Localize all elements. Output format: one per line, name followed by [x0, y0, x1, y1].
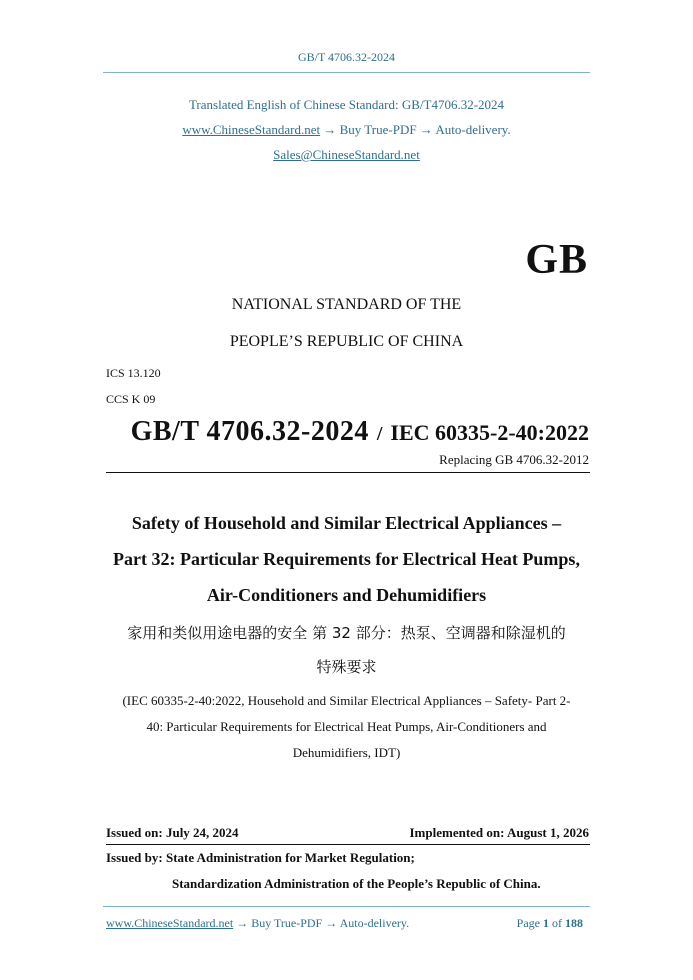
title-cn-line2: 特殊要求 [316, 658, 377, 676]
page-current: 1 [543, 916, 549, 930]
title-rule [106, 472, 590, 473]
replacing-note: Replacing GB 4706.32-2012 [439, 452, 589, 467]
number-separator: / [376, 423, 383, 445]
footer-links [106, 916, 409, 931]
title-en-line3: Air-Conditioners and Dehumidifiers [206, 585, 487, 605]
issuer-line2: Standardization Administration of the People’s Republic of China. [172, 876, 541, 891]
national-standard-line1: NATIONAL STANDARD OF THE [231, 296, 462, 313]
iec-equivalence-line1: (IEC 60335-2-40:2022, Household and Similar Electrical Appliances – Safety- Part 2- [122, 693, 571, 708]
arrow-right-icon: → [325, 916, 338, 930]
auto-delivery-text: Auto-delivery. [435, 122, 511, 137]
email-line [0, 147, 693, 163]
iec-number: IEC 60335-2-40:2022 [390, 420, 589, 445]
ics-code: ICS 13.120 [106, 366, 161, 380]
arrow-right-icon: → [236, 916, 249, 930]
translation-notice: Translated English of Chinese Standard: GB/T4706.32-2024 [188, 97, 505, 112]
standard-number [131, 416, 589, 448]
national-standard-line2: PEOPLE’S REPUBLIC OF CHINA [229, 333, 464, 350]
dates-rule [106, 844, 590, 845]
footer-site-link[interactable]: www.ChineseStandard.net [106, 916, 234, 930]
page-label: Page [516, 916, 540, 930]
site-link[interactable]: www.ChineseStandard.net [182, 122, 321, 137]
gb-number: GB/T 4706.32-2024 [130, 416, 369, 447]
arrow-right-icon: → [419, 122, 433, 137]
page-of: of [552, 916, 562, 930]
page-indicator [517, 916, 583, 931]
iec-equivalence-line3: Dehumidifiers, IDT) [292, 745, 401, 760]
issued-date: Issued on: July 24, 2024 [106, 825, 239, 840]
running-header: GB/T 4706.32-2024 [297, 50, 396, 64]
arrow-right-icon: → [323, 122, 337, 137]
footer-buy-text: Buy True-PDF [251, 916, 323, 930]
iec-equivalence-line2: 40: Particular Requirements for Electrical Heat Pumps, Air-Conditioners and [146, 719, 547, 734]
title-en-line2: Part 32: Particular Requirements for Electrical Heat Pumps, [113, 549, 580, 569]
footer-rule [103, 906, 590, 907]
issuer-line1: Issued by: State Administration for Market Regulation; [106, 850, 415, 865]
title-en-line1: Safety of Household and Similar Electrical Appliances – [131, 513, 562, 533]
page-total: 188 [565, 916, 583, 930]
email-link[interactable]: Sales@ChineseStandard.net [273, 147, 420, 162]
header-rule [103, 72, 590, 73]
buy-pdf-text: Buy True-PDF [339, 122, 417, 137]
footer-delivery-text: Auto-delivery. [339, 916, 410, 930]
purchase-line [0, 122, 693, 138]
implemented-date: Implemented on: August 1, 2026 [409, 825, 589, 840]
gb-mark: GB [525, 237, 588, 283]
title-cn-line1: 家用和类似用途电器的安全 第 32 部分：热泵、空调器和除湿机的 [127, 624, 566, 642]
ccs-code: CCS K 09 [106, 392, 156, 406]
